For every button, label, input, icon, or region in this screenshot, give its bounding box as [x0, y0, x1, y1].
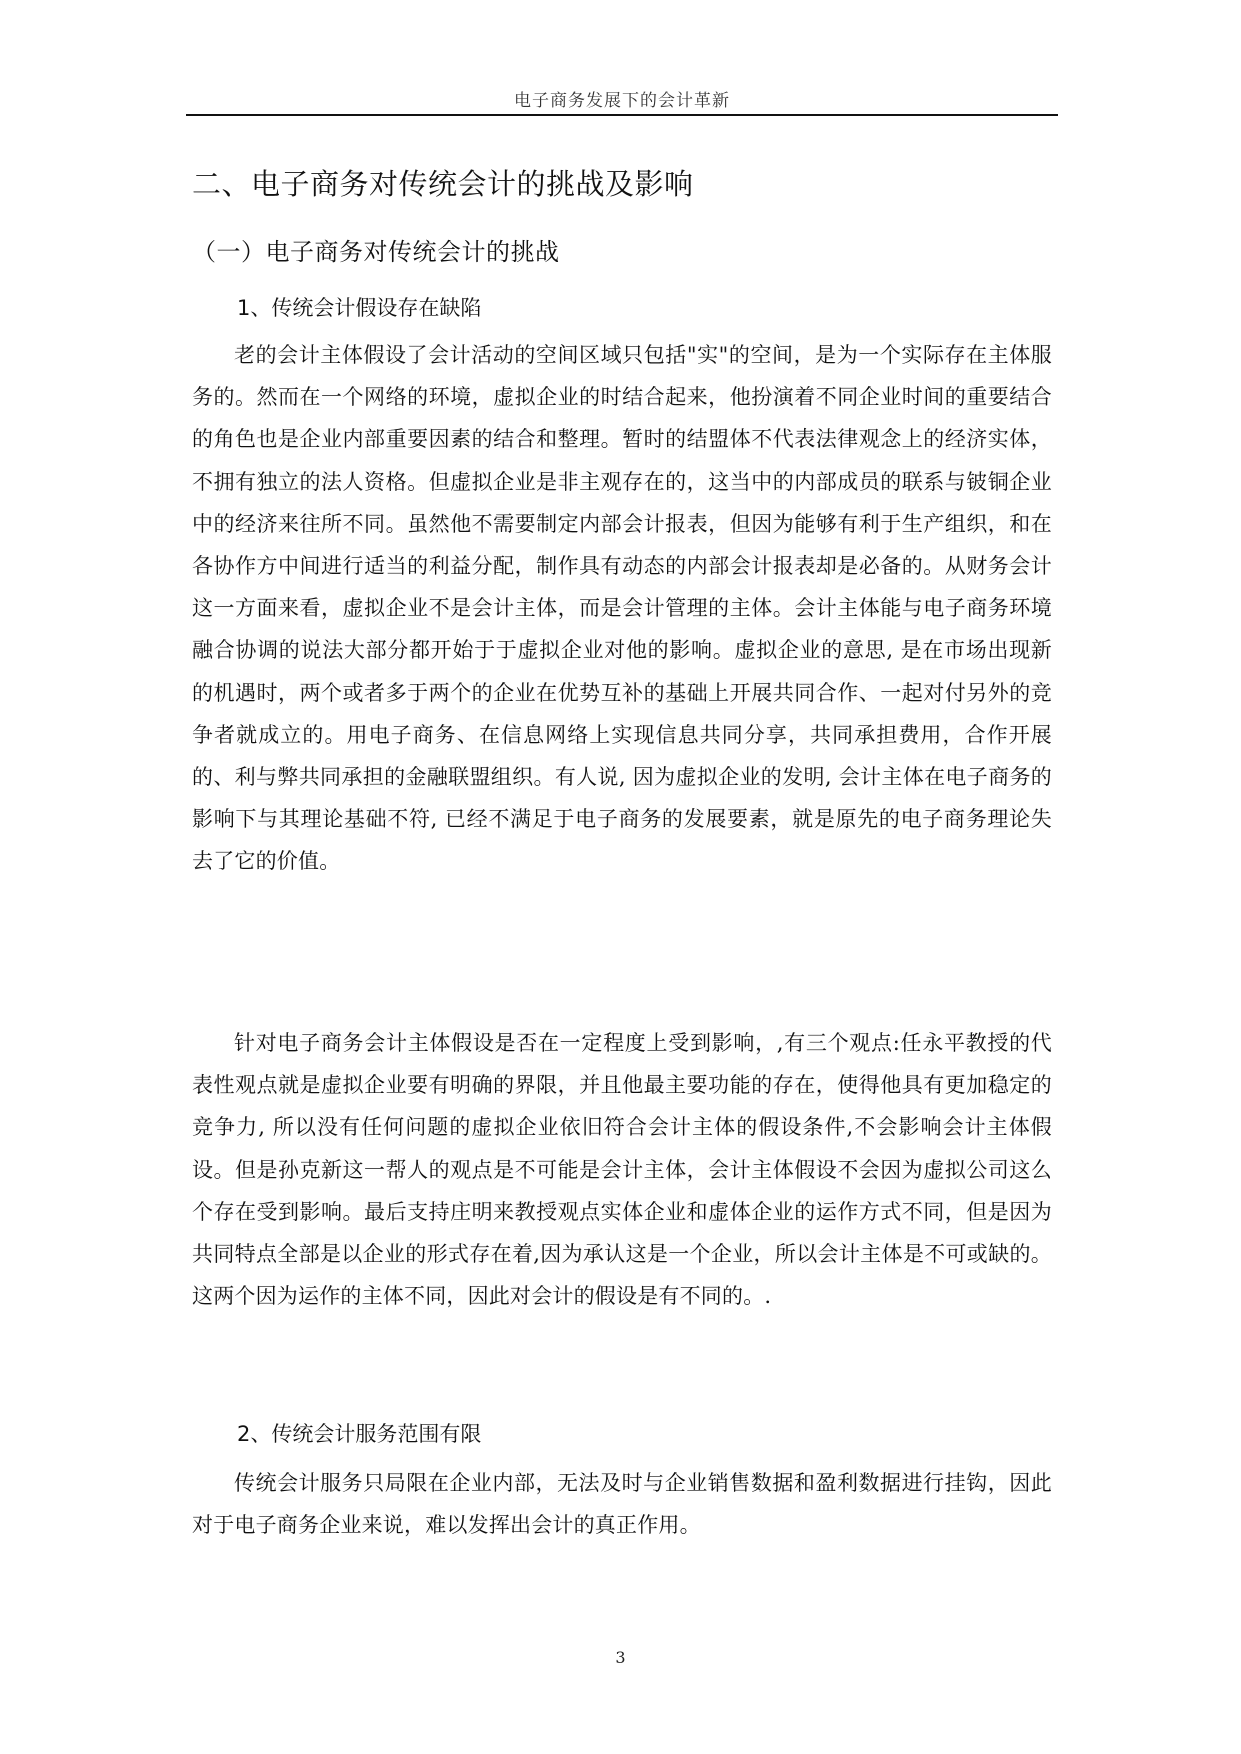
item-heading-2: 2、传统会计服务范围有限 [237, 1422, 482, 1446]
paragraph-2: 针对电子商务会计主体假设是否在一定程度上受到影响，,有三个观点:任永平教授的代表性观点就是虚拟企业要有明确的界限，并且他最主要功能的存在，使得他具有更加稳定的竞争力, 所以没有任何问题的虚拟企业依旧符合会计主体的假设条件,不会影响会计主体假设。但是孙克新这一帮人的观点是不可能是会计主体，会计主体假设不会因为虚拟公司这么个存在受到影响。最后支持庄明来教授观点实体企业和虚体企业的运作方式不同，但是因为共同特点全部是以企业的形式存在着,因为承认这是一个企业，所以会计主体是不可或缺的。这两个因为运作的主体不同，因此对会计的假设是有不同的。. [192, 1031, 1052, 1309]
section-heading: 二、电子商务对传统会计的挑战及影响 [192, 167, 694, 201]
item-heading-1: 1、传统会计假设存在缺陷 [237, 296, 482, 320]
paragraph-3: 传统会计服务只局限在企业内部，无法及时与企业销售数据和盈利数据进行挂钩，因此对于电子商务企业来说，难以发挥出会计的真正作用。 [192, 1471, 1052, 1538]
header-rule [186, 114, 1058, 116]
paragraph-1: 老的会计主体假设了会计活动的空间区域只包括"实"的空间，是为一个实际存在主体服务的。然而在一个网络的环境，虚拟企业的时结合起来，他扮演着不同企业时间的重要结合的角色也是企业内部重要因素的结合和整理。暂时的结盟体不代表法律观念上的经济实体，不拥有独立的法人资格。但虚拟企业是非主观存在的，这当中的内部成员的联系与铍铜企业中的经济来往所不同。虽然他不需要制定内部会计报表，但因为能够有利于生产组织，和在各协作方中间进行适当的利益分配，制作具有动态的内部会计报表却是必备的。从财务会计这一方面来看，虚拟企业不是会计主体，而是会计管理的主体。会计主体能与电子商务环境融合协调的说法大部分都开始于于虚拟企业对他的影响。虚拟企业的意思, 是在市场出现新的机遇时，两个或者多于两个的企业在优势互补的基础上开展共同合作、一起对付另外的竞争者就成立的。用电子商务、在信息网络上实现信息共同分享，共同承担费用，合作开展的、利与弊共同承担的金融联盟组织。有人说, 因为虚拟企业的发明, 会计主体在电子商务的影响下与其理论基础不符, 已经不满足于电子商务的发展要素，就是原先的电子商务理论失去了它的价值。 [192, 343, 1052, 874]
page-number: 3 [615, 1648, 626, 1667]
running-header: 电子商务发展下的会计革新 [514, 91, 730, 111]
subsection-heading: （一）电子商务对传统会计的挑战 [192, 238, 560, 266]
